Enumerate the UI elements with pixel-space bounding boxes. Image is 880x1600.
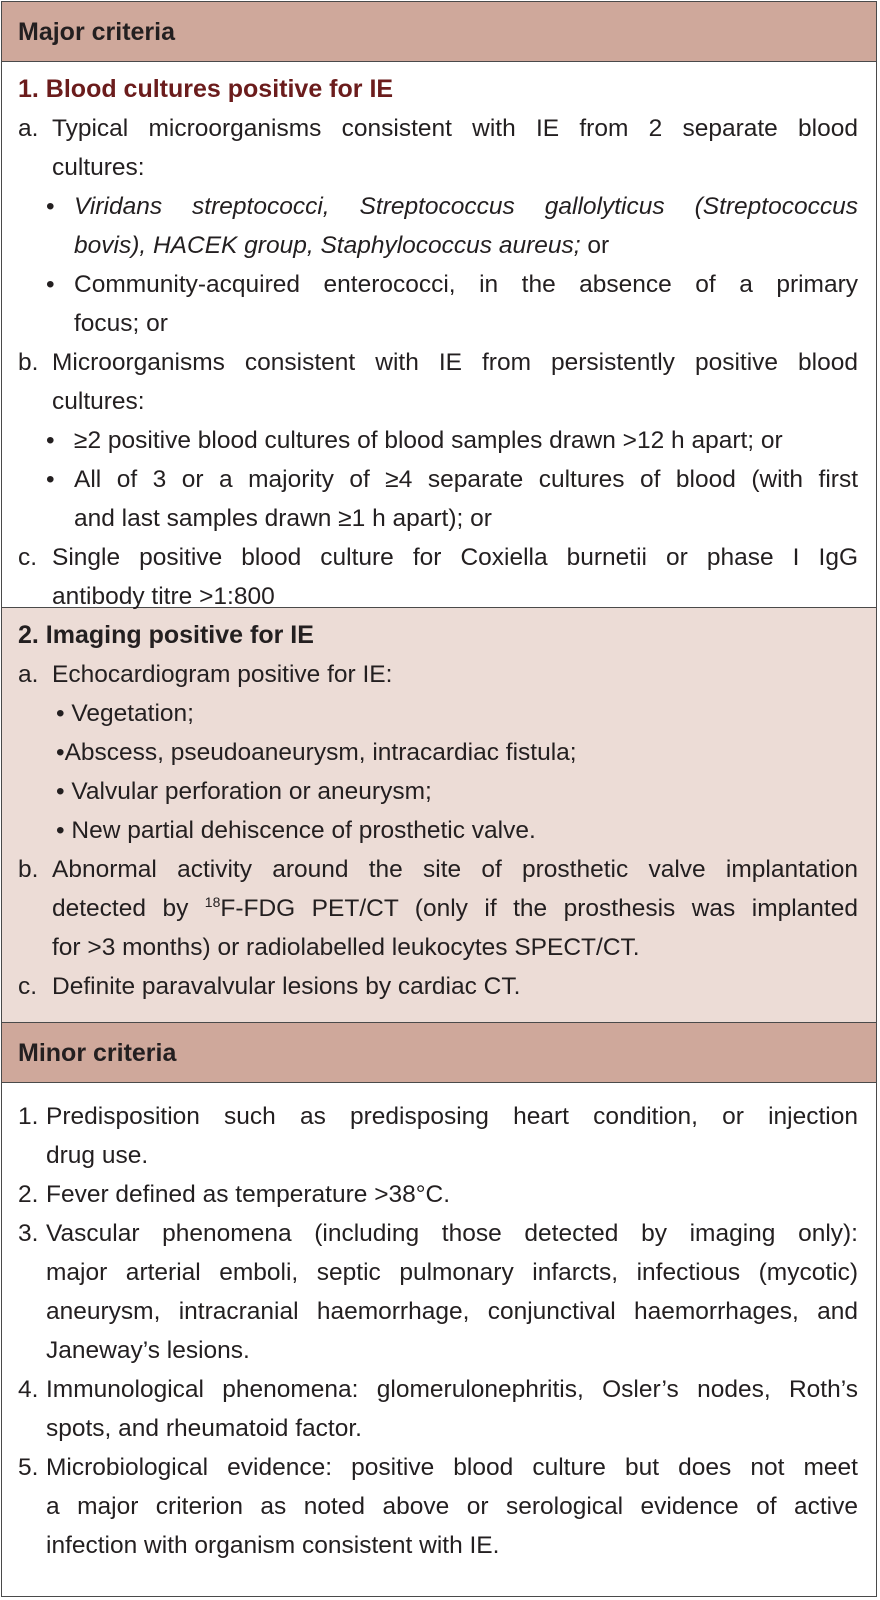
- list-item-cont: detected by $^{18}$F-FDG PET/CT (only if the prosthesis was implanted: [52, 894, 858, 922]
- list-item-cont: cultures:: [52, 388, 145, 415]
- bullet-item: • Viridans streptococci, Streptococcus gallolyticus (Streptococcus: [18, 187, 858, 226]
- list-item: c. Single positive blood culture for Coxiella burnetii or phase I IgG: [18, 538, 858, 577]
- criteria-table: [1, 1, 877, 1597]
- item-marker: b.: [18, 856, 39, 883]
- item-marker: b.: [18, 349, 39, 376]
- item-marker: 2.: [18, 1181, 39, 1208]
- item-marker: 1.: [18, 1103, 39, 1130]
- list-item: a. Echocardiogram positive for IE:: [18, 655, 858, 694]
- list-item-cont: major arterial emboli, septic pulmonary infarcts, infectious (mycotic): [46, 1259, 858, 1286]
- item-marker: a.: [18, 115, 39, 142]
- list-item-cont: for >3 months) or radiolabelled leukocytes SPECT/CT.: [52, 934, 640, 961]
- bullet-item: • All of 3 or a majority of ≥4 separate cultures of blood (with first: [18, 460, 858, 499]
- list-item-cont: Janeway’s lesions.: [46, 1337, 250, 1364]
- list-item: 5. Microbiological evidence: positive blood culture but does not meet: [18, 1448, 858, 1487]
- bullet-icon: •: [46, 427, 55, 454]
- list-item-cont: spots, and rheumatoid factor.: [46, 1415, 362, 1442]
- bullet-item-cont: focus; or: [74, 310, 168, 337]
- list-item-cont: antibody titre >1:800: [52, 583, 275, 610]
- list-item: 2. Fever defined as temperature >38°C.: [18, 1175, 858, 1214]
- bullet-icon: •: [46, 466, 55, 493]
- superscript: 18: [204, 894, 221, 910]
- item-marker: 5.: [18, 1454, 39, 1481]
- bullet-item-cont: bovis), HACEK group, Staphylococcus aureus; or: [74, 232, 610, 259]
- bullet-item: • ≥2 positive blood cultures of blood samples drawn >12 h apart; or: [18, 421, 858, 460]
- minor-criteria-header: Minor criteria: [2, 1023, 876, 1083]
- imaging-section: [2, 608, 876, 1023]
- list-item-cont: a major criterion as noted above or serological evidence of active: [46, 1493, 858, 1520]
- bullet-item: •Abscess, pseudoaneurysm, intracardiac fistula;: [56, 739, 577, 766]
- list-item: a. Typical microorganisms consistent with IE from 2 separate blood: [18, 109, 858, 148]
- bullet-item: • Community-acquired enterococci, in the absence of a primary: [18, 265, 858, 304]
- bullet-item: • Vegetation;: [56, 700, 194, 727]
- bullet-icon: •: [46, 193, 55, 220]
- bullet-icon: •: [46, 271, 55, 298]
- item-marker: 4.: [18, 1376, 39, 1403]
- list-item-cont: drug use.: [46, 1142, 149, 1169]
- list-item: 3. Vascular phenomena (including those detected by imaging only):: [18, 1214, 858, 1253]
- item-marker: 3.: [18, 1220, 39, 1247]
- major-criteria-header: Major criteria: [2, 2, 876, 62]
- blood-cultures-section: [2, 62, 876, 608]
- minor-criteria-section: [2, 1083, 876, 1595]
- list-item-cont: aneurysm, intracranial haemorrhage, conjunctival haemorrhages, and: [46, 1298, 858, 1325]
- list-item: b. Microorganisms consistent with IE from persistently positive blood: [18, 343, 858, 382]
- list-item: b. Abnormal activity around the site of prosthetic valve implantation: [18, 850, 858, 889]
- list-item-cont: cultures:: [52, 154, 145, 181]
- bullet-item: • Valvular perforation or aneurysm;: [56, 778, 432, 805]
- list-item-cont: infection with organism consistent with IE.: [46, 1532, 500, 1559]
- list-item: c. Definite paravalvular lesions by cardiac CT.: [18, 967, 858, 1006]
- item-marker: c.: [18, 973, 38, 1000]
- item-marker: c.: [18, 544, 38, 571]
- item-marker: a.: [18, 661, 39, 688]
- list-item: 1. Predisposition such as predisposing heart condition, or injection: [18, 1097, 858, 1136]
- bullet-item: • New partial dehiscence of prosthetic valve.: [56, 817, 536, 844]
- list-item: 4. Immunological phenomena: glomerulonephritis, Osler’s nodes, Roth’s: [18, 1370, 858, 1409]
- section-title-blood-cultures: 1. Blood cultures positive for IE: [18, 75, 394, 103]
- section-title-imaging: 2. Imaging positive for IE: [18, 621, 314, 649]
- bullet-item-cont: and last samples drawn ≥1 h apart); or: [74, 505, 492, 532]
